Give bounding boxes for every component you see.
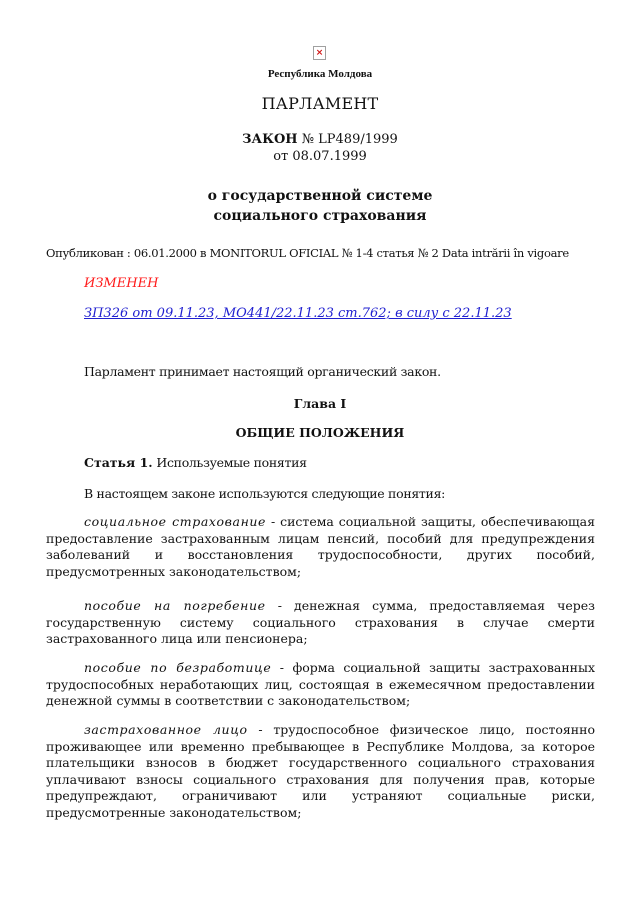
article-heading xyxy=(84,455,307,470)
definition-text: - трудоспособное физическое лицо, постоянно проживающее или временно пребывающее в Республике Молдова, за которое плательщики взносов в бюджет государственного социального страхования уплачивают взносы социального страхования для получения прав, которые предупреждают, ограничивают или устраняют социальные риски, предусмотренные законодательством; xyxy=(46,722,595,820)
definition-item xyxy=(46,722,595,821)
definition-item xyxy=(46,598,595,648)
definition-term: застрахованное лицо xyxy=(84,722,248,737)
article-label: Статья 1. xyxy=(84,455,153,470)
amendment-link[interactable]: ЗП326 от 09.11.23, MO441/22.11.23 ст.762; в силу с 22.11.23 xyxy=(84,306,512,321)
definition-term: социальное страхование xyxy=(84,514,267,529)
chapter-heading: Глава I xyxy=(293,396,347,411)
definitions-lead: В настоящем законе используются следующие понятия: xyxy=(84,486,446,501)
amended-label: ИЗМЕНЕН xyxy=(84,276,159,291)
definition-text: - форма социальной защиты застрахованных трудоспособных неработающих лиц, состоящая в ежемесячном предоставлении денежной суммы в соответствии с законодательством; xyxy=(46,660,595,708)
definition-text: - система социальной защиты, обеспечивающая предоставление застрахованным лицам пенсий, пособий для предупреждения заболеваний и восстановления трудоспособности, других пособий, предусмотренных законодательством; xyxy=(46,514,596,579)
chapter-title: ОБЩИЕ ПОЛОЖЕНИЯ xyxy=(235,425,405,440)
definition-item xyxy=(46,514,595,580)
law-number xyxy=(0,132,640,147)
definition-text: - денежная сумма, предоставляемая через государственную систему социального страхования в случае смерти застрахованного лица или пенсионера; xyxy=(46,598,595,646)
republic-name: Республика Молдова xyxy=(267,68,373,80)
law-number-value: № LP489/1999 xyxy=(301,132,398,147)
law-label: ЗАКОН xyxy=(242,132,298,147)
parliament-heading: ПАРЛАМЕНТ xyxy=(261,94,379,113)
article-title: Используемые понятия xyxy=(156,455,307,470)
intro-text: Парламент принимает настоящий органический закон. xyxy=(84,364,441,379)
law-title xyxy=(0,186,640,226)
law-title-text: о государственной системе социального страхования xyxy=(207,188,433,224)
broken-image-icon: × xyxy=(313,46,326,60)
definition-term: пособие по безработице xyxy=(84,660,272,675)
law-date: от 08.07.1999 xyxy=(273,149,367,164)
definition-term: пособие на погребение xyxy=(84,598,266,613)
publication-info: Опубликован : 06.01.2000 в MONITORUL OFICIAL № 1-4 статья № 2 Data intrării în vigoare xyxy=(46,246,569,260)
definition-item xyxy=(46,660,595,710)
